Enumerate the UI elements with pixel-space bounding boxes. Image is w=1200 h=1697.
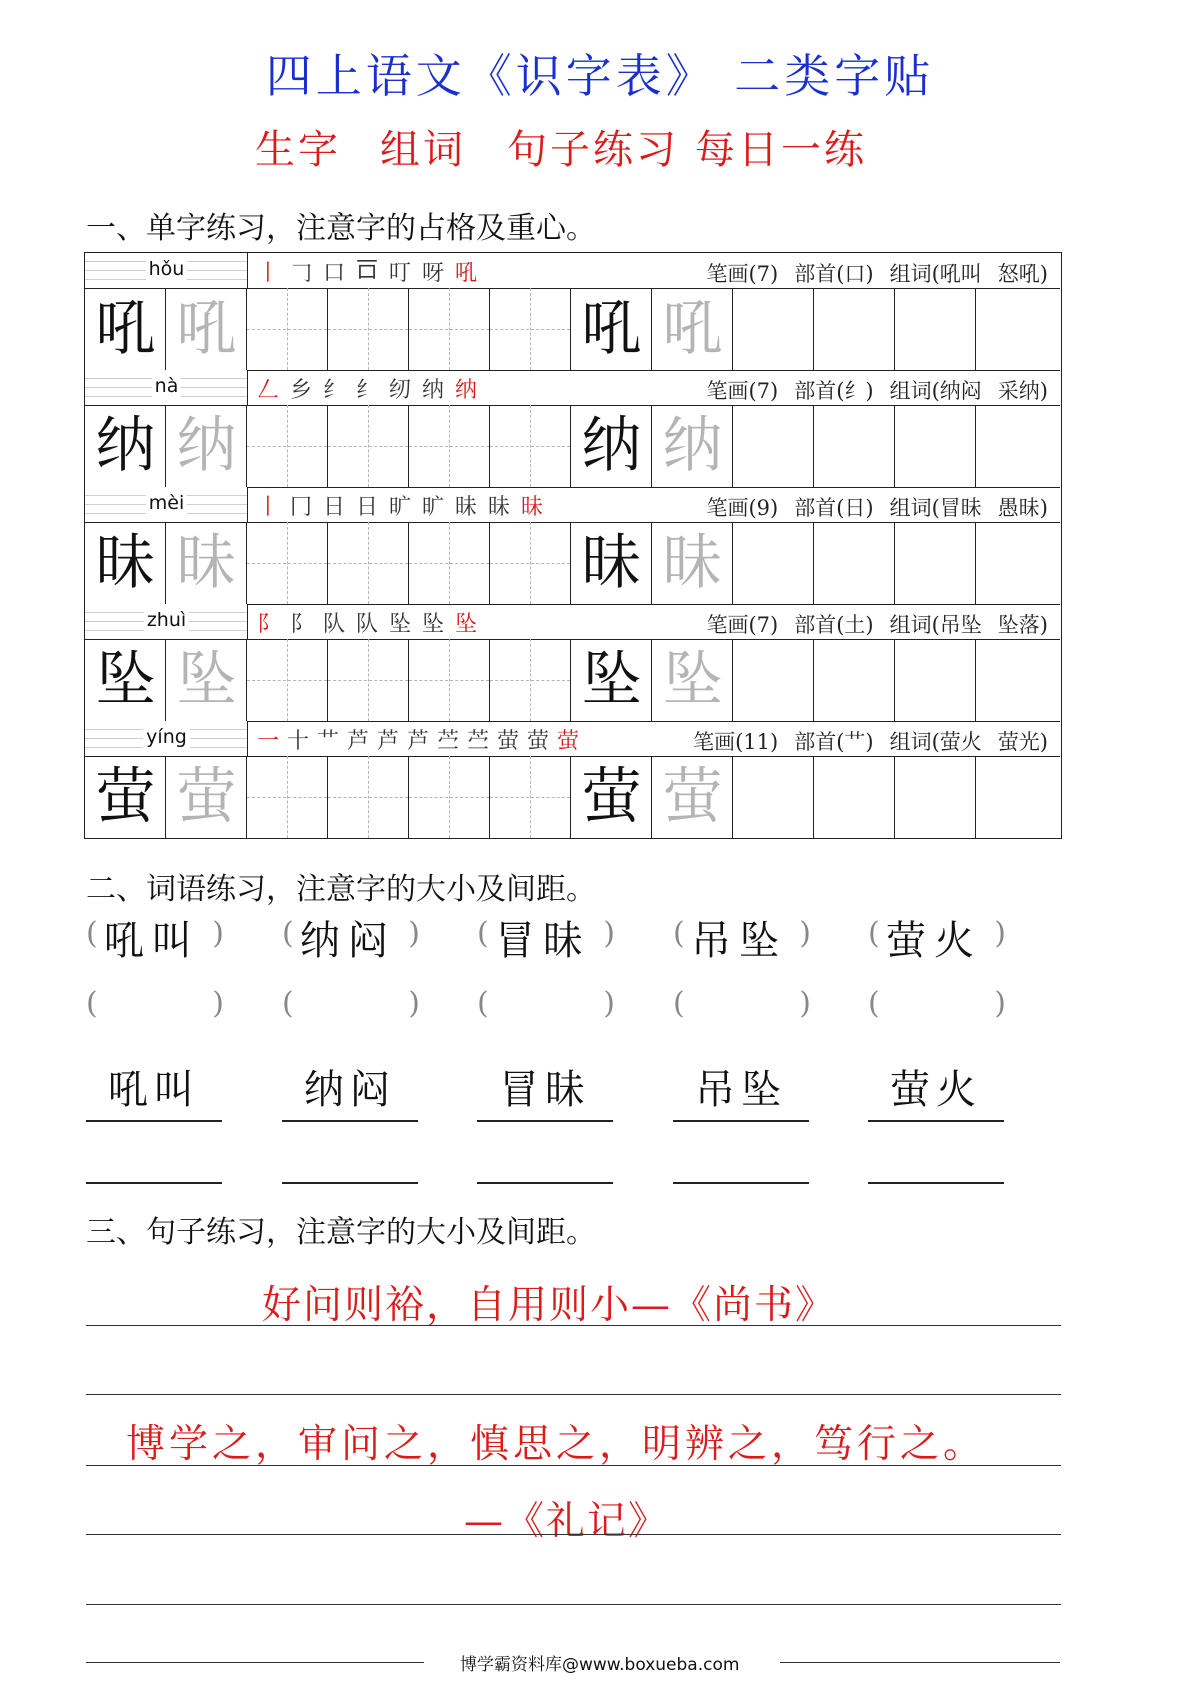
radical: 部首(口) — [794, 262, 874, 286]
stroke-step: 纳 — [422, 378, 445, 403]
practice-cell — [247, 639, 328, 721]
practice-cell — [490, 756, 571, 838]
stroke-step: 𠃌 — [290, 261, 313, 286]
subtitle — [255, 118, 955, 174]
right-paren: ) — [603, 986, 615, 1021]
empty-paren-box — [868, 986, 1006, 1030]
trace-character: 萤 — [176, 762, 237, 832]
subtitle-item: 组词 — [380, 127, 466, 173]
trace-character: 坠 — [662, 645, 723, 715]
blank-writing-line — [282, 1180, 418, 1184]
practice-cells — [85, 756, 1060, 839]
practice-cell — [976, 639, 1057, 721]
word-with-parens: 纳闷 — [300, 918, 396, 964]
underlined-word: 吊坠 — [673, 1064, 809, 1122]
trace-character: 坠 — [176, 645, 237, 715]
character-meta — [706, 609, 1048, 639]
page-title: 四上语文《识字表》 二类字贴 — [265, 49, 935, 103]
pinyin: nà — [152, 375, 182, 397]
stroke-step: 纫 — [389, 378, 412, 403]
practice-cell — [85, 522, 166, 604]
practice-cells — [85, 522, 1060, 605]
right-paren: ) — [994, 986, 1006, 1021]
practice-cell — [328, 288, 409, 370]
practice-cell — [247, 756, 328, 838]
stroke-step: 纟 — [356, 378, 379, 403]
model-character: 吼 — [581, 294, 642, 364]
practice-cell — [247, 522, 328, 604]
pinyin-box — [85, 370, 248, 405]
radical: 部首(日) — [794, 496, 874, 520]
stroke-step: 萤 — [527, 729, 550, 754]
practice-cell — [166, 405, 247, 487]
left-paren: ( — [673, 916, 685, 951]
practice-cell — [328, 522, 409, 604]
practice-cell — [814, 405, 895, 487]
practice-cell — [733, 522, 814, 604]
trace-character: 吼 — [176, 294, 237, 364]
practice-cell — [85, 288, 166, 370]
practice-cell — [247, 288, 328, 370]
model-character: 萤 — [581, 762, 642, 832]
section-1-heading: 一、单字练习，注意字的占格及重心。 — [86, 211, 596, 246]
practice-cell — [328, 639, 409, 721]
pinyin: hǒu — [146, 258, 188, 280]
model-character: 萤 — [95, 762, 156, 832]
practice-cell — [895, 756, 976, 838]
practice-cell — [409, 522, 490, 604]
practice-cell — [814, 288, 895, 370]
practice-cell — [409, 288, 490, 370]
model-character: 纳 — [95, 411, 156, 481]
practice-cell — [976, 405, 1057, 487]
practice-cells — [85, 405, 1060, 488]
character-practice-grid — [84, 252, 1062, 839]
practice-cell — [490, 639, 571, 721]
practice-cell — [409, 405, 490, 487]
stroke-count: 笔画(7) — [706, 262, 779, 286]
trace-character: 萤 — [662, 762, 723, 832]
practice-cell — [895, 405, 976, 487]
practice-cell — [409, 756, 490, 838]
blank-writing-line — [477, 1180, 613, 1184]
footer-credit: 博学霸资料库@www.boxueba.com — [460, 1655, 740, 1675]
trace-character: 纳 — [176, 411, 237, 481]
stroke-step: 昧 — [521, 495, 544, 520]
stroke-step: 吼 — [455, 261, 478, 286]
character-row — [85, 253, 1060, 370]
stroke-step: 萤 — [557, 729, 580, 754]
practice-cell — [652, 405, 733, 487]
subtitle-item: 句子练习 — [507, 127, 679, 173]
practice-cell — [733, 405, 814, 487]
pinyin-box — [85, 604, 248, 639]
model-character: 昧 — [581, 528, 642, 598]
underlined-word: 吼叫 — [86, 1064, 222, 1122]
model-character: 坠 — [95, 645, 156, 715]
practice-cell — [976, 522, 1057, 604]
model-character: 吼 — [95, 294, 156, 364]
practice-cell — [976, 288, 1057, 370]
word-examples: 组词(冒昧 — [889, 496, 982, 520]
model-character: 坠 — [581, 645, 642, 715]
stroke-step: 纳 — [455, 378, 478, 403]
character-meta — [706, 375, 1048, 405]
stroke-step: 阝 — [290, 612, 313, 637]
practice-cell — [328, 756, 409, 838]
info-strip — [85, 487, 1060, 523]
character-meta — [693, 726, 1048, 756]
stroke-step: 乡 — [290, 378, 313, 403]
subtitle-item: 生字 — [255, 127, 341, 173]
stroke-step: 苎 — [437, 729, 460, 754]
left-paren: ( — [282, 916, 294, 951]
character-row — [85, 721, 1060, 838]
right-paren: ) — [408, 916, 420, 951]
underlined-word: 纳闷 — [282, 1064, 418, 1122]
practice-cells — [85, 639, 1060, 722]
empty-paren-box — [86, 986, 224, 1030]
empty-paren-box — [282, 986, 420, 1030]
stroke-step: 队 — [356, 612, 379, 637]
word-with-parens: 冒昧 — [495, 918, 591, 964]
stroke-count: 笔画(7) — [706, 379, 779, 403]
practice-cell — [652, 639, 733, 721]
info-strip — [85, 253, 1060, 289]
trace-character: 昧 — [176, 528, 237, 598]
word-with-parens: 萤火 — [886, 918, 982, 964]
empty-paren-box — [673, 986, 811, 1030]
stroke-step: 芦 — [347, 729, 370, 754]
stroke-step: 艹 — [317, 729, 340, 754]
word-examples-2: 坠落) — [997, 613, 1048, 637]
practice-cell — [652, 756, 733, 838]
model-character: 纳 — [581, 411, 642, 481]
stroke-step: 苎 — [467, 729, 490, 754]
right-paren: ) — [408, 986, 420, 1021]
stroke-count: 笔画(7) — [706, 613, 779, 637]
left-paren: ( — [282, 986, 294, 1021]
stroke-step: 呀 — [422, 261, 445, 286]
practice-cell — [652, 522, 733, 604]
stroke-step: 十 — [287, 729, 310, 754]
writing-line — [86, 1325, 1061, 1326]
practice-cell — [814, 756, 895, 838]
quote-shangshu: 好问则裕，自用则小—《尚书》 — [262, 1283, 837, 1328]
left-paren: ( — [868, 916, 880, 951]
writing-line — [86, 1604, 1061, 1605]
section-3-heading: 三、句子练习，注意字的大小及间距。 — [86, 1215, 596, 1250]
info-strip — [85, 604, 1060, 640]
word-examples: 组词(吊坠 — [889, 613, 982, 637]
practice-cell — [490, 288, 571, 370]
practice-cell — [571, 405, 652, 487]
writing-line — [86, 1465, 1061, 1466]
practice-cell — [247, 405, 328, 487]
radical: 部首(纟) — [794, 379, 874, 403]
practice-cell — [328, 405, 409, 487]
word-with-parens: 吼叫 — [104, 918, 200, 964]
model-character: 昧 — [95, 528, 156, 598]
underlined-word: 萤火 — [868, 1064, 1004, 1122]
right-paren: ) — [212, 986, 224, 1021]
trace-character: 昧 — [662, 528, 723, 598]
practice-cell — [85, 639, 166, 721]
practice-cell — [490, 405, 571, 487]
left-paren: ( — [86, 916, 98, 951]
practice-cell — [895, 639, 976, 721]
practice-cell — [976, 756, 1057, 838]
writing-line — [86, 1534, 1061, 1535]
practice-cells — [85, 288, 1060, 371]
practice-cell — [490, 522, 571, 604]
stroke-count: 笔画(9) — [706, 496, 779, 520]
writing-line — [86, 1394, 1061, 1395]
word-examples-2: 怒吼) — [997, 262, 1048, 286]
stroke-step: 坠 — [422, 612, 445, 637]
character-meta — [706, 492, 1048, 522]
stroke-step: 坠 — [455, 612, 478, 637]
word-examples: 组词(纳闷 — [889, 379, 982, 403]
stroke-step: 昧 — [455, 495, 478, 520]
stroke-step: 叮 — [389, 261, 412, 286]
radical: 部首(土) — [794, 613, 874, 637]
stroke-step: 阝 — [257, 612, 280, 637]
left-paren: ( — [868, 986, 880, 1021]
character-row — [85, 487, 1060, 604]
practice-cell — [895, 288, 976, 370]
stroke-step: 纟 — [323, 378, 346, 403]
footer-rule — [780, 1662, 1060, 1663]
word-examples-2: 愚昧) — [997, 496, 1048, 520]
practice-cell — [409, 639, 490, 721]
stroke-step: 芦 — [407, 729, 430, 754]
practice-cell — [733, 756, 814, 838]
stroke-step: 丨 — [257, 261, 280, 286]
right-paren: ) — [799, 986, 811, 1021]
practice-cell — [166, 639, 247, 721]
blank-writing-line — [86, 1180, 222, 1184]
practice-cell — [571, 522, 652, 604]
right-paren: ) — [994, 916, 1006, 951]
pinyin-box — [85, 487, 248, 522]
pinyin-box — [85, 253, 248, 288]
stroke-step: 一 — [257, 729, 280, 754]
practice-cell — [895, 522, 976, 604]
stroke-step: 日 — [323, 495, 346, 520]
practice-cell — [814, 639, 895, 721]
pinyin: zhuì — [144, 609, 189, 631]
pinyin-box — [85, 721, 248, 756]
info-strip — [85, 370, 1060, 406]
stroke-step: 队 — [323, 612, 346, 637]
info-strip — [85, 721, 1060, 757]
word-examples-2: 萤光) — [997, 730, 1048, 754]
stroke-step: 𠃋 — [257, 378, 280, 403]
word-examples: 组词(吼叫 — [889, 262, 982, 286]
word-examples: 组词(萤火 — [889, 730, 982, 754]
trace-character: 纳 — [662, 411, 723, 481]
stroke-step: 旷 — [389, 495, 412, 520]
blank-writing-line — [868, 1180, 1004, 1184]
practice-cell — [733, 288, 814, 370]
quote-liji: 博学之，审问之，慎思之，明辨之，笃行之。 — [126, 1422, 987, 1467]
left-paren: ( — [477, 916, 489, 951]
practice-cell — [571, 288, 652, 370]
practice-cell — [571, 756, 652, 838]
practice-cell — [652, 288, 733, 370]
practice-cell — [85, 405, 166, 487]
footer-rule — [86, 1662, 424, 1663]
trace-character: 吼 — [662, 294, 723, 364]
blank-writing-line — [673, 1180, 809, 1184]
stroke-step: 坠 — [389, 612, 412, 637]
stroke-step: 芦 — [377, 729, 400, 754]
practice-cell — [166, 756, 247, 838]
section-2-heading: 二、词语练习，注意字的大小及间距。 — [86, 872, 596, 907]
stroke-step: 萤 — [497, 729, 520, 754]
right-paren: ) — [212, 916, 224, 951]
practice-cell — [166, 522, 247, 604]
subtitle-item: 每日一练 — [695, 127, 867, 173]
empty-paren-box — [477, 986, 615, 1030]
stroke-step: 昧 — [488, 495, 511, 520]
practice-cell — [85, 756, 166, 838]
character-row — [85, 604, 1060, 721]
quote-liji-source: —《礼记》 — [464, 1499, 670, 1544]
word-with-parens: 吊坠 — [691, 918, 787, 964]
practice-cell — [814, 522, 895, 604]
left-paren: ( — [673, 986, 685, 1021]
character-row — [85, 370, 1060, 487]
stroke-step: 冂 — [290, 495, 313, 520]
practice-cell — [166, 288, 247, 370]
stroke-step: 旷 — [422, 495, 445, 520]
stroke-step: 口 — [323, 261, 346, 286]
radical: 部首(艹) — [794, 730, 874, 754]
stroke-count: 笔画(11) — [693, 730, 779, 754]
pinyin: mèi — [146, 492, 187, 514]
character-meta — [706, 258, 1048, 288]
word-examples-2: 采纳) — [997, 379, 1048, 403]
stroke-step: 𠮛 — [356, 258, 379, 283]
practice-cell — [571, 639, 652, 721]
stroke-step: 日 — [356, 495, 379, 520]
underlined-word: 冒昧 — [477, 1064, 613, 1122]
pinyin: yíng — [143, 726, 190, 748]
stroke-step: 丨 — [257, 495, 280, 520]
left-paren: ( — [477, 986, 489, 1021]
right-paren: ) — [799, 916, 811, 951]
practice-cell — [733, 639, 814, 721]
left-paren: ( — [86, 986, 98, 1021]
right-paren: ) — [603, 916, 615, 951]
